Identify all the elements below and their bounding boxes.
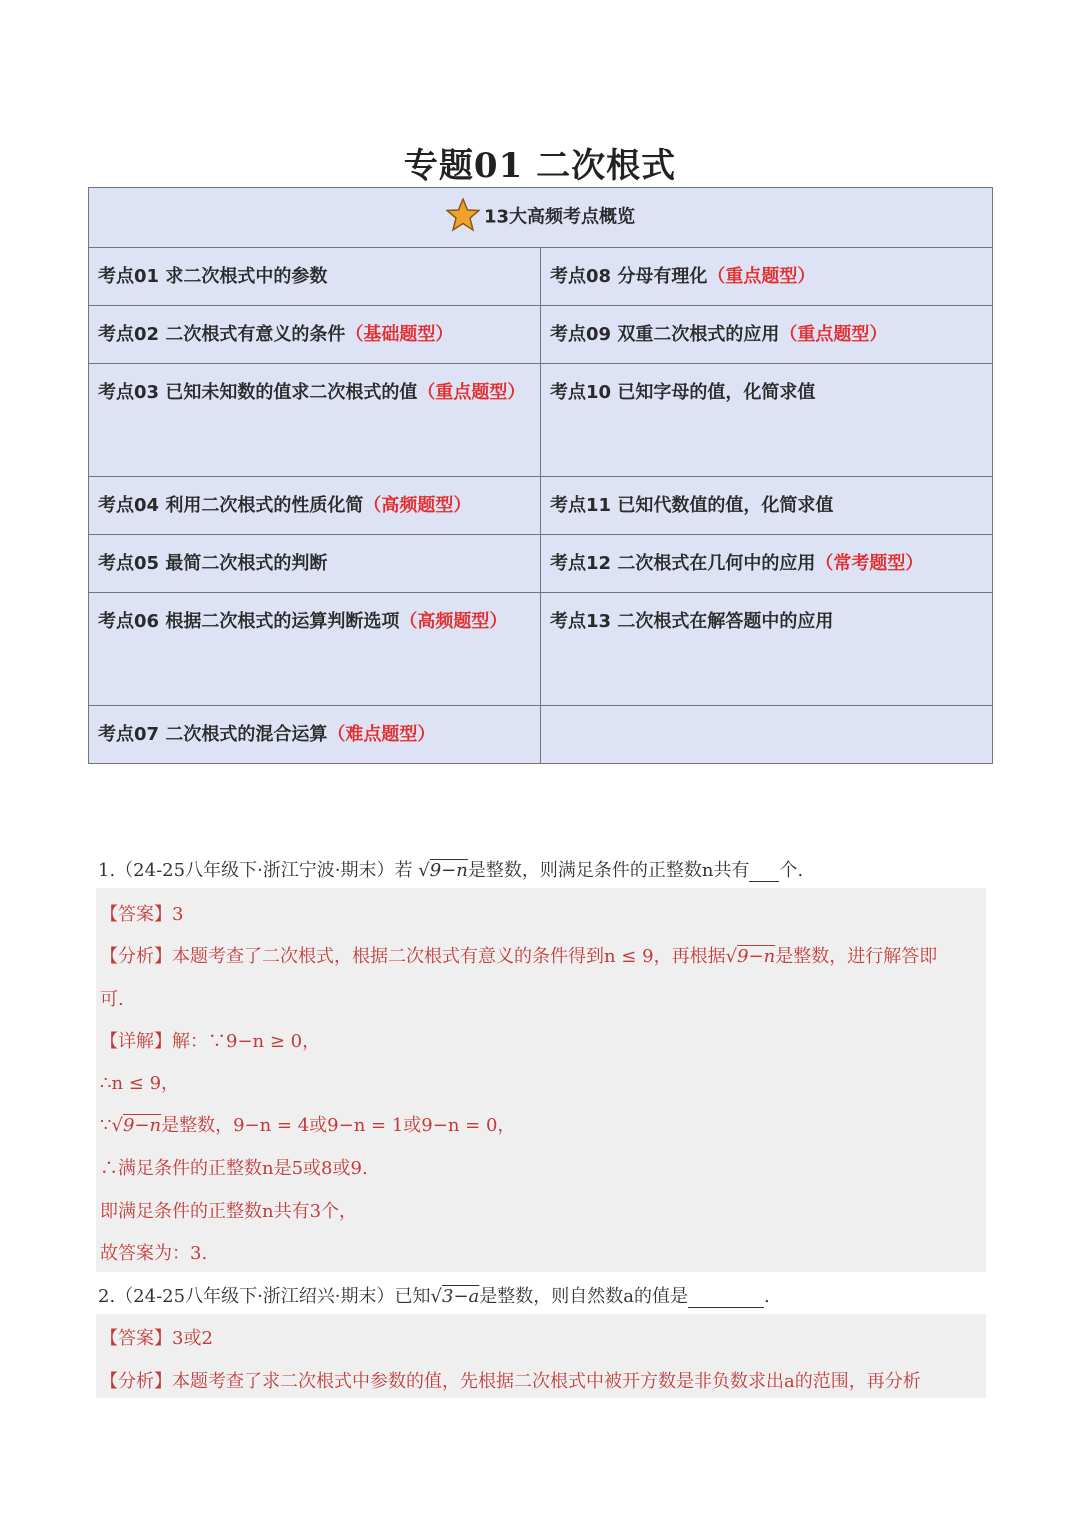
topic-cell: 考点04 利用二次根式的性质化简（高频题型） [89, 477, 541, 535]
topic-cell: 考点03 已知未知数的值求二次根式的值（重点题型） [89, 364, 541, 477]
overview-header-text: 13大高频考点概览 [483, 206, 636, 228]
topic-cell: 考点05 最简二次根式的判断 [89, 535, 541, 593]
topic-cell: 考点06 根据二次根式的运算判断选项（高频题型） [89, 593, 541, 706]
analysis-1-cont: 可. [100, 989, 124, 1010]
detail-1: 【详解】解：∵9−n ≥ 0， [100, 1031, 321, 1052]
overview-row [89, 535, 993, 593]
topic-cell: 考点10 已知字母的值，化简求值 [541, 364, 993, 477]
topic-cell: 考点08 分母有理化（重点题型） [541, 248, 993, 306]
topic-cell-empty [541, 706, 993, 764]
topic-cell: 考点12 二次根式在几何中的应用（常考题型） [541, 535, 993, 593]
overview-row [89, 248, 993, 306]
answer-2: 【答案】3或2 [100, 1328, 213, 1349]
answer-1: 【答案】3 [100, 904, 184, 925]
topic-cell: 考点13 二次根式在解答题中的应用 [541, 593, 993, 706]
overview-table [88, 187, 993, 764]
topic-cell: 考点01 求二次根式中的参数 [89, 248, 541, 306]
overview-row [89, 477, 993, 535]
page-title: 专题01 二次根式 [403, 146, 677, 186]
detail-1-line: ∴满足条件的正整数n是5或8或9. [100, 1158, 368, 1179]
overview-row [89, 706, 993, 764]
topic-cell: 考点07 二次根式的混合运算（难点题型） [89, 706, 541, 764]
analysis-2: 【分析】本题考查了求二次根式中参数的值，先根据二次根式中被开方数是非负数求出a的范围，再分析 [100, 1371, 921, 1392]
overview-row [89, 364, 993, 477]
detail-1-line: ∵√9−n是整数，9−n = 4或9−n = 1或9−n = 0， [100, 1115, 516, 1136]
overview-header [89, 188, 993, 248]
detail-1-line: 即满足条件的正整数n共有3个， [100, 1201, 358, 1222]
detail-1-line: ∴n ≤ 9， [100, 1073, 180, 1094]
analysis-1: 【分析】本题考查了二次根式，根据二次根式有意义的条件得到n ≤ 9，再根据√9−n是整数，进行解答即 [100, 946, 938, 967]
topic-cell: 考点09 双重二次根式的应用（重点题型） [541, 306, 993, 364]
star-icon [446, 198, 480, 237]
topic-cell: 考点11 已知代数值的值，化简求值 [541, 477, 993, 535]
overview-row [89, 593, 993, 706]
question-1: 1.（24-25八年级下·浙江宁波·期末）若 √9−n是整数，则满足条件的正整数n共有 个. [98, 860, 804, 881]
overview-row [89, 306, 993, 364]
question-2: 2.（24-25八年级下·浙江绍兴·期末）已知√3−a是整数，则自然数a的值是 . [98, 1286, 770, 1307]
detail-1-line: 故答案为：3. [100, 1243, 208, 1264]
topic-cell: 考点02 二次根式有意义的条件（基础题型） [89, 306, 541, 364]
